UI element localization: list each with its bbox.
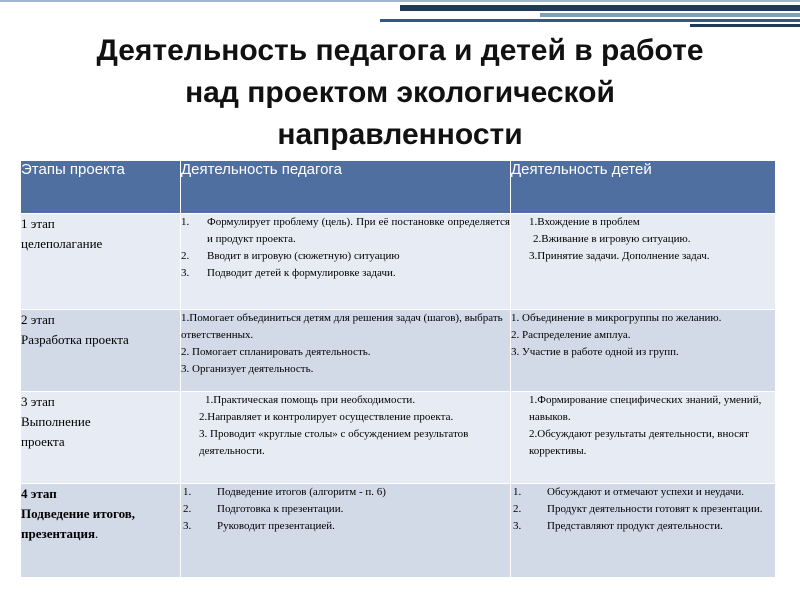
list-item bbox=[183, 518, 510, 535]
children-list bbox=[513, 484, 775, 535]
list-item bbox=[181, 214, 510, 248]
list-item: 1.Формирование специфических знаний, умений, навыков. bbox=[529, 394, 762, 423]
list-item bbox=[181, 248, 510, 265]
teacher-cell bbox=[181, 392, 511, 484]
stage-name-text: Подведение итогов, презентация bbox=[21, 506, 136, 541]
list-item: 2. Помогает спланировать деятельность. bbox=[181, 346, 371, 358]
item-text: Подготовка к презентации. bbox=[217, 503, 344, 515]
children-cell bbox=[511, 214, 776, 310]
header-stages: Этапы проекта bbox=[21, 161, 181, 214]
list-item: 3. Организует деятельность. bbox=[181, 363, 314, 375]
table-row bbox=[21, 310, 776, 392]
item-text: Обсуждают и отмечают успехи и неудачи. bbox=[547, 486, 745, 498]
item-text: Продукт деятельности готовят к презентации. bbox=[547, 503, 763, 515]
stage-name: Выполнение проекта bbox=[21, 414, 91, 449]
header-children: Деятельность детей bbox=[511, 161, 776, 214]
title-line: Деятельность педагога и детей в работе bbox=[96, 34, 704, 67]
table-row bbox=[21, 484, 776, 578]
item-number: 1. bbox=[181, 216, 190, 228]
stage-number: 4 этап bbox=[21, 486, 57, 501]
stage-cell bbox=[21, 310, 181, 392]
stage-number: 2 этап bbox=[21, 312, 55, 327]
list-item bbox=[513, 484, 775, 501]
title-line: над проектом экологической bbox=[185, 76, 615, 109]
list-item bbox=[181, 265, 510, 282]
stage-cell bbox=[21, 392, 181, 484]
stage-number: 1 этап bbox=[21, 216, 55, 231]
children-cell bbox=[511, 392, 776, 484]
teacher-list bbox=[183, 484, 510, 535]
list-item: 2.Обсуждают результаты деятельности, вносят коррективы. bbox=[529, 428, 749, 457]
table-row bbox=[21, 392, 776, 484]
teacher-cell bbox=[181, 310, 511, 392]
title-line: направленности bbox=[277, 118, 523, 151]
table-header-row bbox=[21, 161, 776, 214]
list-item: 3.Принятие задачи. Дополнение задач. bbox=[529, 250, 710, 262]
list-item: 2.Направляет и контролирует осуществление проекта. bbox=[199, 411, 454, 423]
list-item: 3. Проводит «круглые столы» с обсуждением результатов деятельности. bbox=[199, 428, 469, 457]
item-text: Формулирует проблему (цель). При её постановке определяется и продукт проекта. bbox=[207, 216, 510, 245]
item-text: Представляют продукт деятельности. bbox=[547, 520, 723, 532]
item-number: 3. bbox=[513, 520, 522, 532]
item-text: Подведение итогов (алгоритм - п. 6) bbox=[217, 486, 386, 498]
item-number: 3. bbox=[181, 267, 190, 279]
stripe bbox=[380, 19, 800, 22]
stripe bbox=[400, 5, 800, 11]
stage-name bbox=[21, 504, 180, 544]
project-table bbox=[20, 160, 776, 578]
item-number: 2. bbox=[183, 503, 192, 515]
decorative-stripes bbox=[0, 0, 800, 30]
stage-suffix: . bbox=[95, 526, 99, 541]
item-number: 3. bbox=[183, 520, 192, 532]
list-item: 1.Вхождение в проблем bbox=[529, 216, 640, 228]
list-item bbox=[513, 501, 775, 518]
list-item: 3. Участие в работе одной из групп. bbox=[511, 346, 679, 358]
list-item bbox=[513, 518, 775, 535]
children-cell bbox=[511, 310, 776, 392]
item-number: 1. bbox=[513, 486, 522, 498]
slide-title bbox=[20, 30, 780, 156]
stage-number: 3 этап bbox=[21, 394, 55, 409]
header-teacher: Деятельность педагога bbox=[181, 161, 511, 214]
teacher-cell bbox=[181, 484, 511, 578]
item-text: Руководит презентацией. bbox=[217, 520, 335, 532]
list-item: 1.Практическая помощь при необходимости. bbox=[205, 394, 416, 406]
stripe bbox=[690, 24, 800, 27]
stripe bbox=[540, 13, 800, 17]
list-item bbox=[183, 501, 510, 518]
list-item: 2. Распределение амплуа. bbox=[511, 329, 631, 341]
list-item: 1.Помогает объединиться детям для решения задач (шагов), выбрать ответственных. bbox=[181, 312, 503, 341]
list-item: 2.Вживание в игровую ситуацию. bbox=[533, 233, 691, 245]
stage-cell bbox=[21, 214, 181, 310]
item-text: Вводит в игровую (сюжетную) ситуацию bbox=[207, 250, 400, 262]
stage-name: целеполагание bbox=[21, 236, 103, 251]
item-number: 2. bbox=[181, 250, 190, 262]
teacher-cell bbox=[181, 214, 511, 310]
list-item: 1. Объединение в микрогруппы по желанию. bbox=[511, 312, 722, 324]
item-number: 1. bbox=[183, 486, 192, 498]
stage-name: Разработка проекта bbox=[21, 332, 129, 347]
children-cell bbox=[511, 484, 776, 578]
table-row bbox=[21, 214, 776, 310]
stripe bbox=[0, 0, 800, 2]
item-text: Подводит детей к формулировке задачи. bbox=[207, 267, 396, 279]
teacher-list bbox=[181, 214, 510, 282]
item-number: 2. bbox=[513, 503, 522, 515]
stage-cell bbox=[21, 484, 181, 578]
list-item bbox=[183, 484, 510, 501]
